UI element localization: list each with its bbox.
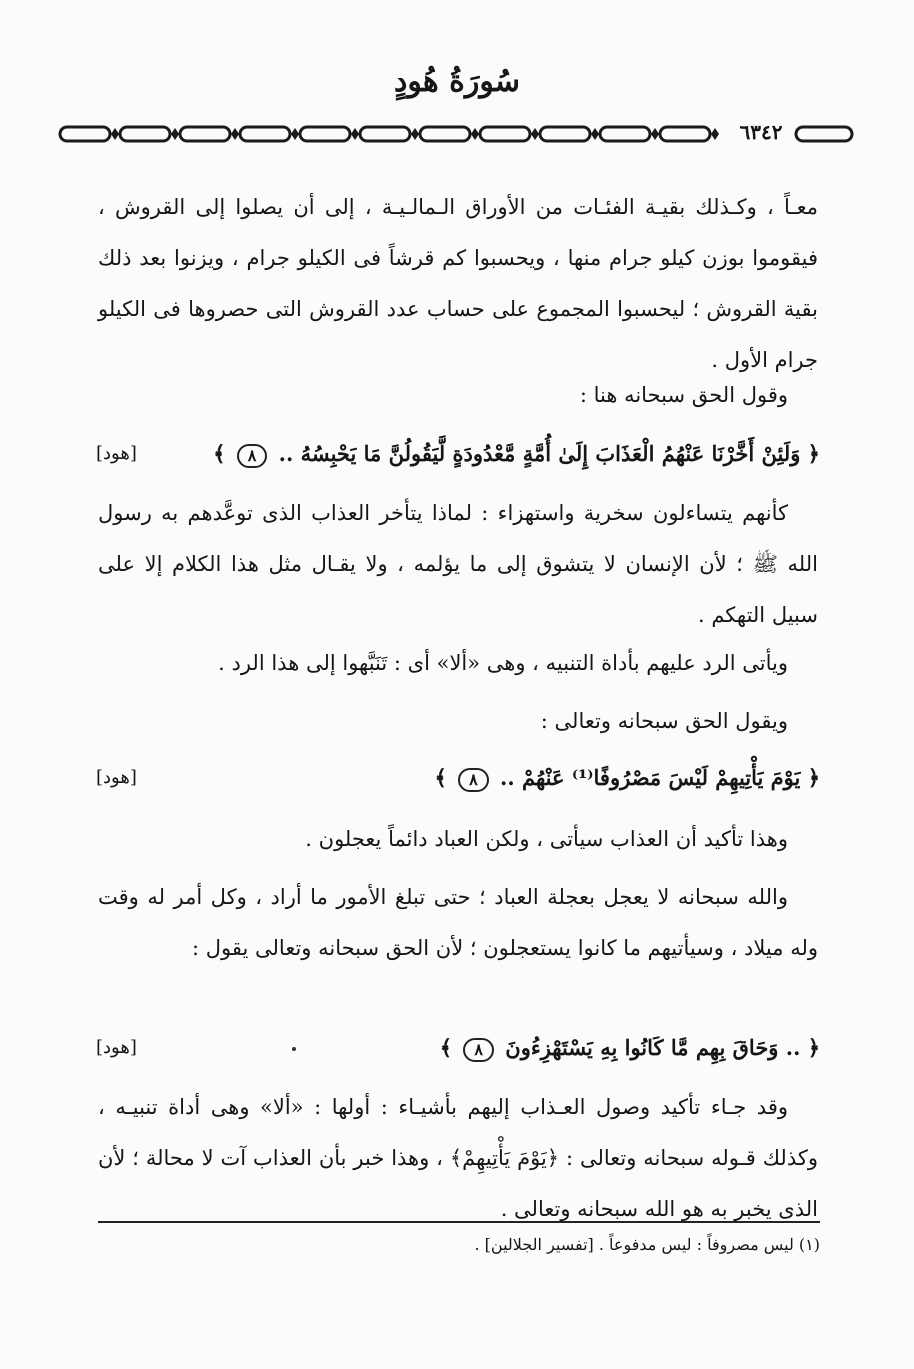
ayah-number: ٨ (237, 444, 268, 468)
paragraph: وقد جـاء تأكيد وصول العـذاب إليهم بأشيـاء : أولها : «ألا» وهى أداة تنبيـه ، وكذلك قـوله سبحانه وتعالى : ﴿يَوْمَ يَأْتِيهِمْ﴾ ، وهذا خبر بأن العذاب آت لا محالة ؛ لأن الذى يخبر به هو الله سبحانه وتعالى . (98, 1095, 818, 1221)
surah-title: سُورَةُ هُودٍ (394, 64, 520, 99)
paragraph: والله سبحانه لا يعجل بعجلة العباد ؛ حتى تبلغ الأمور ما أراد ، وكل أمر له وقت وله ميلاد ، وسيأتيهم ما كانوا يستعجلون ؛ لأن الحق سبحانه وتعالى يقول : (98, 885, 818, 960)
paragraph-5-block (98, 696, 818, 747)
paragraph-7-block (98, 872, 818, 974)
quran-verse-3 (96, 1028, 820, 1068)
verse-close: ﴾ (439, 1035, 453, 1060)
paragraph: كأنهم يتساءلون سخرية واستهزاء : لماذا يتأخر العذاب الذى توعَّدهم به رسول الله ﷺ ؛ لأن الإنسان لا يتشوق إلى ما يؤلمه ، ولا يقـال مثل هذا الكلام إلا على سبيل التهكم . (98, 501, 818, 627)
quran-verse-1 (96, 434, 820, 474)
quran-verse-2 (96, 758, 820, 798)
ayah-number: ٨ (458, 768, 489, 792)
footnote-divider (98, 1221, 820, 1223)
paragraph: معـاً ، وكـذلك بقيـة الفئـات من الأوراق الـمالـيـة ، إلى أن يصلوا إلى القروش ، فيقوموا بوزن كيلو جرام منها ، ويحسبوا كم قرشاً فى الكيلو جرام ، ويزنوا بعد ذلك بقية القروش ؛ ليحسبوا المجموع على حساب عدد القروش التى حصروها فى الكيلو جرام الأول . (98, 195, 818, 372)
paragraph-6-block (98, 814, 818, 865)
paragraph-4-block (98, 638, 818, 689)
verse-text: ﴿ يَوْمَ يَأْتِيهِمْ لَيْسَ مَصْرُوفًا⁽¹⁾ عَنْهُمْ .. (500, 765, 820, 790)
surah-reference: [هود] (96, 443, 137, 464)
verse-text: ﴿ .. وَحَاقَ بِهِم مَّا كَانُوا بِهِ يَسْتَهْزِءُونَ (505, 1035, 820, 1060)
paragraph-1-block (98, 182, 818, 386)
paragraph-2-block (98, 370, 818, 421)
paragraph: ويقول الحق سبحانه وتعالى : (540, 709, 788, 733)
page-number: ٦٣٤٢ (730, 120, 792, 144)
paragraph: ويأتى الرد عليهم بأداة التنبيه ، وهى «ألا» أى : تَنَبَّهوا إلى هذا الرد . (218, 651, 788, 675)
paragraph-3-block (98, 488, 818, 641)
footnote: (١) ليس مصروفاً : ليس مدفوعاً . [تفسير الجلالين] . (474, 1235, 820, 1254)
verse-text: ﴿ وَلَئِنْ أَخَّرْنَا عَنْهُمُ الْعَذَابَ إِلَىٰ أُمَّةٍ مَّعْدُودَةٍ لَّيَقُولُنَّ مَا يَحْبِسُهُ .. (278, 441, 820, 466)
ayah-number: ٨ (463, 1038, 494, 1062)
stray-dot (292, 1047, 296, 1051)
paragraph-8-block (98, 1082, 818, 1235)
paragraph: وقول الحق سبحانه هنا : (579, 383, 788, 407)
surah-reference: [هود] (96, 1037, 137, 1058)
verse-close: ﴾ (434, 765, 447, 790)
surah-reference: [هود] (96, 767, 137, 788)
paragraph: وهذا تأكيد أن العذاب سيأتى ، ولكن العباد دائماً يعجلون . (305, 827, 788, 851)
verse-close: ﴾ (213, 441, 226, 466)
